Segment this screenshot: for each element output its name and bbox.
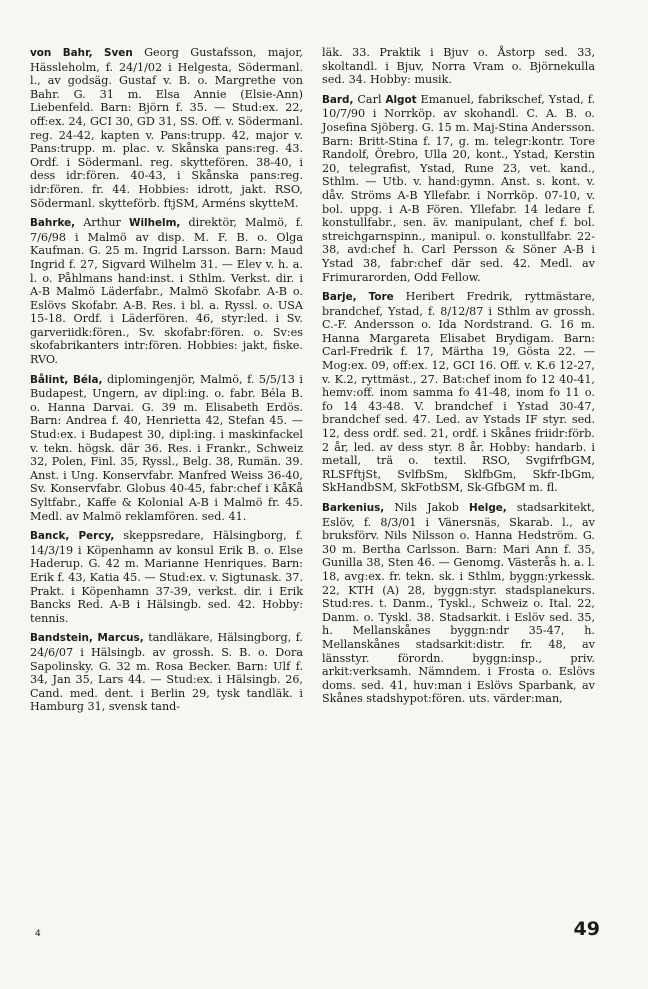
entry-continuation: läk. 33. Praktik i Bjuv o. Åstorp sed. 33, skoltandl. i Bjuv, Norra Vram o. Björnekulla sed. 34. Hobby: musik. (322, 46, 595, 87)
entry (30, 373, 303, 524)
entry-given: Nils Jakob (384, 501, 470, 514)
entry (30, 216, 303, 367)
entry (30, 529, 303, 625)
entry (30, 46, 303, 210)
entry-given: Georg Gustafsson, (132, 46, 257, 59)
entry-given: Heribert Fredrik, ryttmästare, brandchef, Ystad, f. 8/12/87 i Sthlm av grossh. C.-F. Andersson o. Ida Nordstrand. G. 16 m. Hanna Margareta Elisabet Brydigam. Barn: Carl-Fredrik f. 17, Märtha 19, Gösta 22. — Mog:ex. 09, off:ex. 12, GCI 16. Off. v. K.6 12-27, v. K.2, ryttmäst., 27. Bat:chef inom fo 12 40-41, hemv:off. inom samma fo 41-48, inom fo 11 o. fo 14 43-48. V. brandchef i Ystad 30-47, brandchef sed. 47. Led. av Ystads IF styr. sed. 12, dess ordf. sed. 21, ordf. i Skånes friidr:förb. 2 år, led. av dess styr. 8 år. Hobby: handarb. i metall, trä o. textil. RSO, SvgifrfbGM, RLSFftjSt, SvlfbSm, SklfbGm, Skfr-IbGm, SkHandbSM, SkFotbSM, Sk-GfbGM m. fl. (322, 290, 595, 495)
entry (30, 631, 303, 714)
entry-body: tandläkare, Hälsingborg, f. 24/6/07 i Hälsingb. av grossh. S. B. o. Dora Sapolinsky. G. 32 m. Rosa Becker. Barn: Ulf f. 34, Jan 35, Lars 44. — Stud:ex. i Hälsingb. 26, Cand. med. dent. i Berlin 29, tysk tandläk. i Hamburg 31, svensk tand- (30, 631, 304, 714)
entry-given-bold: Algot (385, 93, 417, 106)
entry-given-bold: Helge, (469, 502, 507, 514)
entry-surname: Barkenius, (322, 502, 385, 514)
entry-surname: Bard, (322, 93, 354, 106)
entry-surname: Bålint, Béla, (30, 373, 103, 386)
entry-body: stadsarkitekt, Eslöv, f. 8/3/01 i Vänersnäs, Skarab. l., av bruksförv. Nils Nilsson o. Hanna Hedström. G. 30 m. Bertha Carlsson. Barn: Mari Ann f. 35, Gunilla 38, Sten 46. — Genomg. Västerås h. a. l. 18, avg:ex. fr. tekn. sk. i Sthlm, byggn:yrkessk. 22, KTH (A) 28, byggn:styr. stadsplanekurs. Stud:res. t. Danm., Tyskl., Schweiz o. Ital. 22, Danm. o. Tyskl. 38. Stadsarkit. i Eslöv sed. 35, h. Mellanskånes byggn:ndr 35-47, h. Mellanskånes stadsarkit:distr. fr. 48, av länsstyr. förordn. byggn:insp., priv. arkit:verksamh. Nämndem. i Frosta o. Eslövs doms. sed. 41, huv:man i Eslövs Sparbank, av Skånes stadshypot:fören. uts. värder:man, (322, 501, 595, 706)
entry (322, 93, 595, 284)
entry-surname: von Bahr, Sven (30, 47, 133, 59)
entry-body: Emanuel, fabrikschef, Ystad, f. 10/7/90 i Norrköp. av skohandl. C. A. B. o. Josefina Sjöberg. G. 15 m. Maj-Stina Andersson. Barn: Britt-Stina f. 17, g. m. telegr:kontr. Tore Randolf, Örebro, Ulla 20, kont., Ystad, Kerstin 20, telegrafist, Ystad, Rune 23, vet. kand., Sthlm. — Utb. v. hand:gymn. Anst. s. kont. v. dåv. Ströms A-B Yllefabr. i Norrköp. 07-10, v. bol. uppg. i A-B Fören. Yllefabr. 14 ledare f. konstullfabr., sen. äv. manipulant, chef f. bol. streichgarnspinn., manipul. o. konstullfabr. 22-38, avd:chef h. Carl Persson & Söner A-B i Ystad 38, fabr:chef där sed. 42. Medl. av Frimurarorden, Odd Fellow. (322, 92, 595, 284)
entry-body: skeppsredare, Hälsingborg, f. 14/3/19 i Köpenhamn av konsul Erik B. o. Else Haderup. G. 42 m. Marianne Henriques. Barn: Erik f. 43, Katia 45. — Stud:ex. v. Sigtunask. 37. Prakt. i Köpenhamn 37-39, verkst. dir. i Erik Bancks Red. A-B i Hälsingb. sed. 42. Hobby: tennis. (30, 529, 303, 625)
entry-given: Carl (353, 92, 386, 106)
entry-given-bold: Wilhelm, (129, 217, 181, 230)
right-column (322, 46, 595, 712)
entry-surname: Bandstein, Marcus, (30, 632, 144, 645)
entry-given: Arthur (75, 216, 129, 230)
entry-body: diplomingenjör, Malmö, f. 5/5/13 i Budapest, Ungern, av dipl:ing. o. fabr. Béla B. o. Hanna Darvai. G. 39 m. Elisabeth Erdös. Barn: Andrea f. 40, Henrietta 42, Stefan 45. — Stud:ex. i Budapest 30, dipl:ing. i maskinfackel v. tekn. högsk. där 36. Res. i Frankr., Schweiz 32, Polen, Finl. 35, Ryssl., Belg. 38, Rumän. 39. Anst. i Ung. Konservfabr. Manfred Weiss 36-40, Sv. Konservfabr. Globus 40-45, fabr:chef i KåKå Syltfabr., Kaffe & Kolonial A-B i Malmö fr. 45. Medl. av Malmö reklamfören. sed. 41. (30, 372, 303, 523)
footer-signature-mark: 4 (35, 929, 41, 939)
entry (322, 290, 595, 495)
left-column (30, 46, 303, 720)
page (30, 46, 600, 936)
entry-surname: Barje, Tore (322, 291, 394, 304)
entry-surname: Banck, Percy, (30, 530, 115, 543)
entry-body: direktör, Malmö, f. 7/6/98 i Malmö av disp. M. F. B. o. Olga Kaufman. G. 25 m. Ingrid Larsson. Barn: Maud Ingrid f. 27, Sigvard Wilhelm 31. — Elev v. h. a. l. o. Påhlmans hand:inst. i Sthlm. Verkst. dir. i A-B Malmö Läderfabr., Malmö Skofabr. A-B o. Eslövs Skofabr. A-B. Res. i bl. a. Ryssl. o. USA 15-18. Ordf. i Läderfören. 46, styr:led. i Sv. garveriidk:fören., Sv. skofabr:fören. o. Sv:es skofabrikanters intr:fören. Hobbies: jakt, fiske. RVO. (30, 216, 303, 367)
entry (322, 501, 595, 706)
entry-surname: Bahrke, (30, 217, 76, 230)
page-number: 49 (573, 918, 600, 940)
entry-body: major, Hässleholm, f. 24/1/02 i Helgesta, Södermanl. l., av godsäg. Gustaf v. B. o. Margrethe von Bahr. G. 31 m. Elsa Annie (Elsie-Ann) Liebenfeld. Barn: Björn f. 35. — Stud:ex. 22, off:ex. 24, GCI 30, GD 31, SS. Off. v. Södermanl. reg. 24-42, kapten v. Pans:trupp. 42, major v. Pans:trupp. m. plac. v. Skånska pans:reg. 43. Ordf. i Södermanl. reg. skyttefören. 38-40, i dess idr:fören. 40-43, i Skånska pans:reg. idr:fören. fr. 44. Hobbies: idrott, jakt. RSO, Södermanl. skytteförb. ftjSM, Arméns skytteM. (30, 46, 303, 210)
